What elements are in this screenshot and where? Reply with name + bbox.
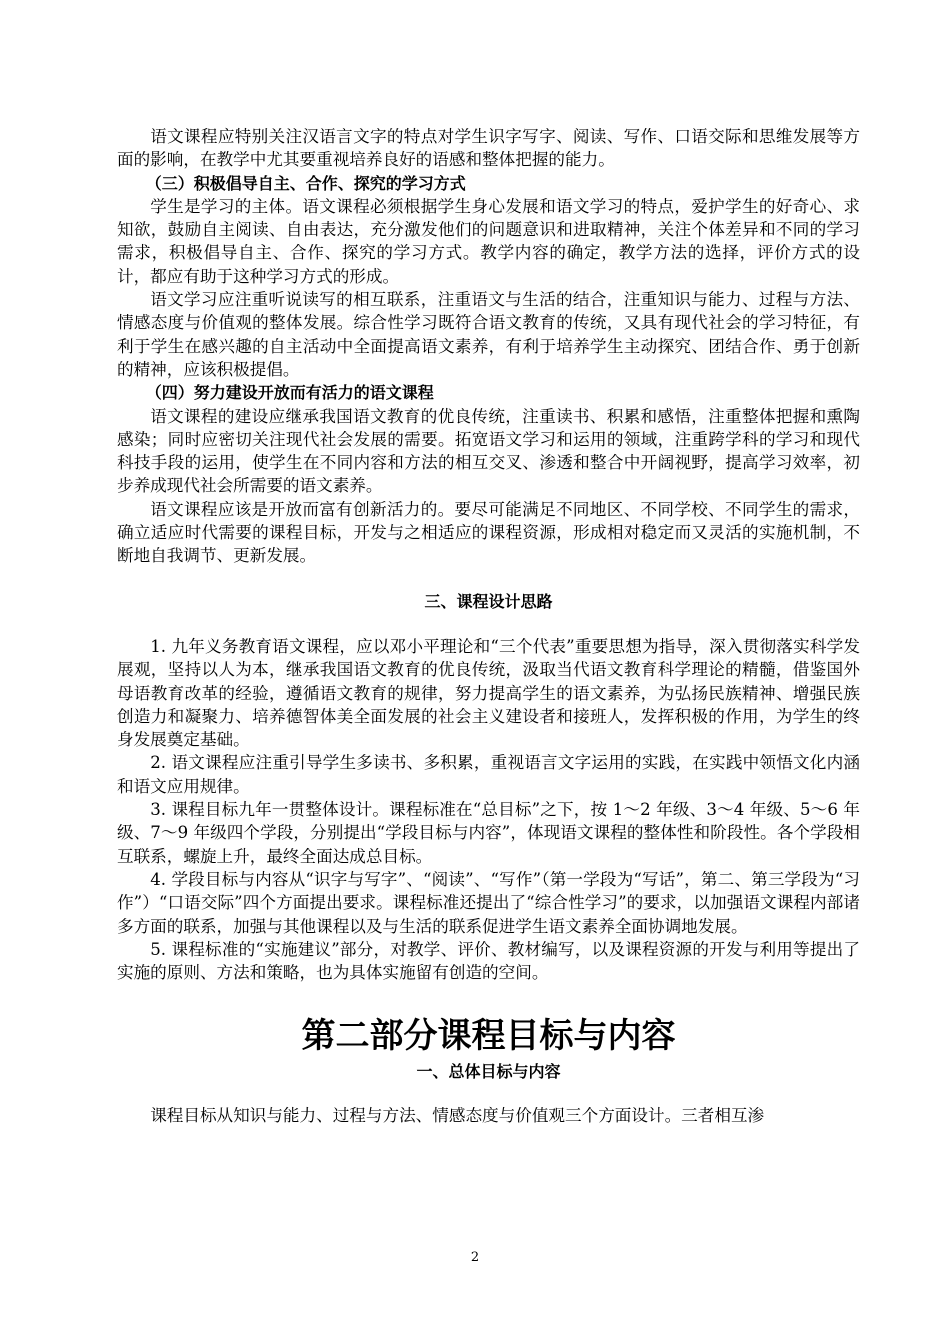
paragraph-students-subject: 学生是学习的主体。语文课程必须根据学生身心发展和语文学习的特点，爱护学生的好奇心、求知欲，鼓励自主阅读、自由表达，充分激发他们的问题意识和进取精神，关注个体差异和不同的学习需求，积极倡导自主、合作、探究的学习方式。教学内容的确定，教学方法的选择，评价方式的设计，都应有助于这种学习方式的形成。 xyxy=(117,196,860,286)
list-item: 5. 课程标准的“实施建议”部分，对教学、评价、教材编写，以及课程资源的开发与利用等提出了实施的原则、方法和策略，也为具体实施留有创造的空间。 xyxy=(117,939,860,983)
list-item: 3. 课程目标九年一贯整体设计。课程标准在“总目标”之下，按 1～2 年级、3～4 年级、5～6 年级、7～9 年级四个学段，分别提出“学段目标与内容”，体现语文课程的整体性和阶段性。各个学段相互联系，螺旋上升，最终全面达成总目标。 xyxy=(117,800,860,866)
paragraph-listening-speaking: 语文学习应注重听说读写的相互联系，注重语文与生活的结合，注重知识与能力、过程与方法、情感态度与价值观的整体发展。综合性学习既符合语文教育的传统，又具有现代社会的学习特征，有利于学生在感兴趣的自主活动中全面提高语文素养，有利于培养学生主动探究、团结合作、勇于创新的精神，应该积极提倡。 xyxy=(117,290,860,379)
heading-open-curriculum: （四）努力建设开放而有活力的语文课程 xyxy=(145,383,434,403)
paragraph-language-features: 语文课程应特别关注汉语言文字的特点对学生识字写字、阅读、写作、口语交际和思维发展等方面的影响，在教学中尤其要重视培养良好的语感和整体把握的能力。 xyxy=(117,127,860,170)
paragraph-course-goals: 课程目标从知识与能力、过程与方法、情感态度与价值观三个方面设计。三者相互渗 xyxy=(150,1105,765,1125)
page-number: 2 xyxy=(470,1250,480,1265)
section-heading-design-ideas: 三、课程设计思路 xyxy=(424,591,553,611)
list-item: 1. 九年义务教育语文课程，应以邓小平理论和“三个代表”重要思想为指导，深入贯彻落实科学发展观，坚持以人为本，继承我国语文教育的优良传统，汲取当代语文教育科学理论的精髓，借鉴国外母语教育改革的经验，遵循语文教育的规律，努力提高学生的语文素养，为弘扬民族精神、增强民族创造力和凝聚力、培养德智体美全面发展的社会主义建设者和接班人，发挥积极的作用，为学生的终身发展奠定基础。 xyxy=(117,636,860,750)
part-subtitle: 一、总体目标与内容 xyxy=(416,1062,561,1082)
heading-active-learning: （三）积极倡导自主、合作、探究的学习方式 xyxy=(145,173,466,193)
list-item: 2. 语文课程应注重引导学生多读书、多积累，重视语言文字运用的实践，在实践中领悟文化内涵和语文应用规律。 xyxy=(117,753,860,796)
paragraph-open-innovative: 语文课程应该是开放而富有创新活力的。要尽可能满足不同地区、不同学校、不同学生的需求，确立适应时代需要的课程目标，开发与之相适应的课程资源，形成相对稳定而又灵活的实施机制，不断地自我调节、更新发展。 xyxy=(117,499,860,566)
part-title: 第二部分课程目标与内容 xyxy=(301,1016,676,1057)
list-item: 4. 学段目标与内容从“识字与写字”、“阅读”、“写作”（第一学段为“写话”，第二、第三学段为“习作”）“口语交际”四个方面提出要求。课程标准还提出了“综合性学习”的要求，以加强语文课程内部诸多方面的联系，加强与其他课程以及与生活的联系促进学生语文素养全面协调地发展。 xyxy=(117,869,860,936)
paragraph-curriculum-building: 语文课程的建设应继承我国语文教育的优良传统，注重读书、积累和感悟，注重整体把握和熏陶感染；同时应密切关注现代社会发展的需要。拓宽语文学习和运用的领域，注重跨学科的学习和现代科技手段的运用，使学生在不同内容和方法的相互交叉、渗透和整合中开阔视野，提高学习效率，初步养成现代社会所需要的语文素养。 xyxy=(117,406,860,496)
